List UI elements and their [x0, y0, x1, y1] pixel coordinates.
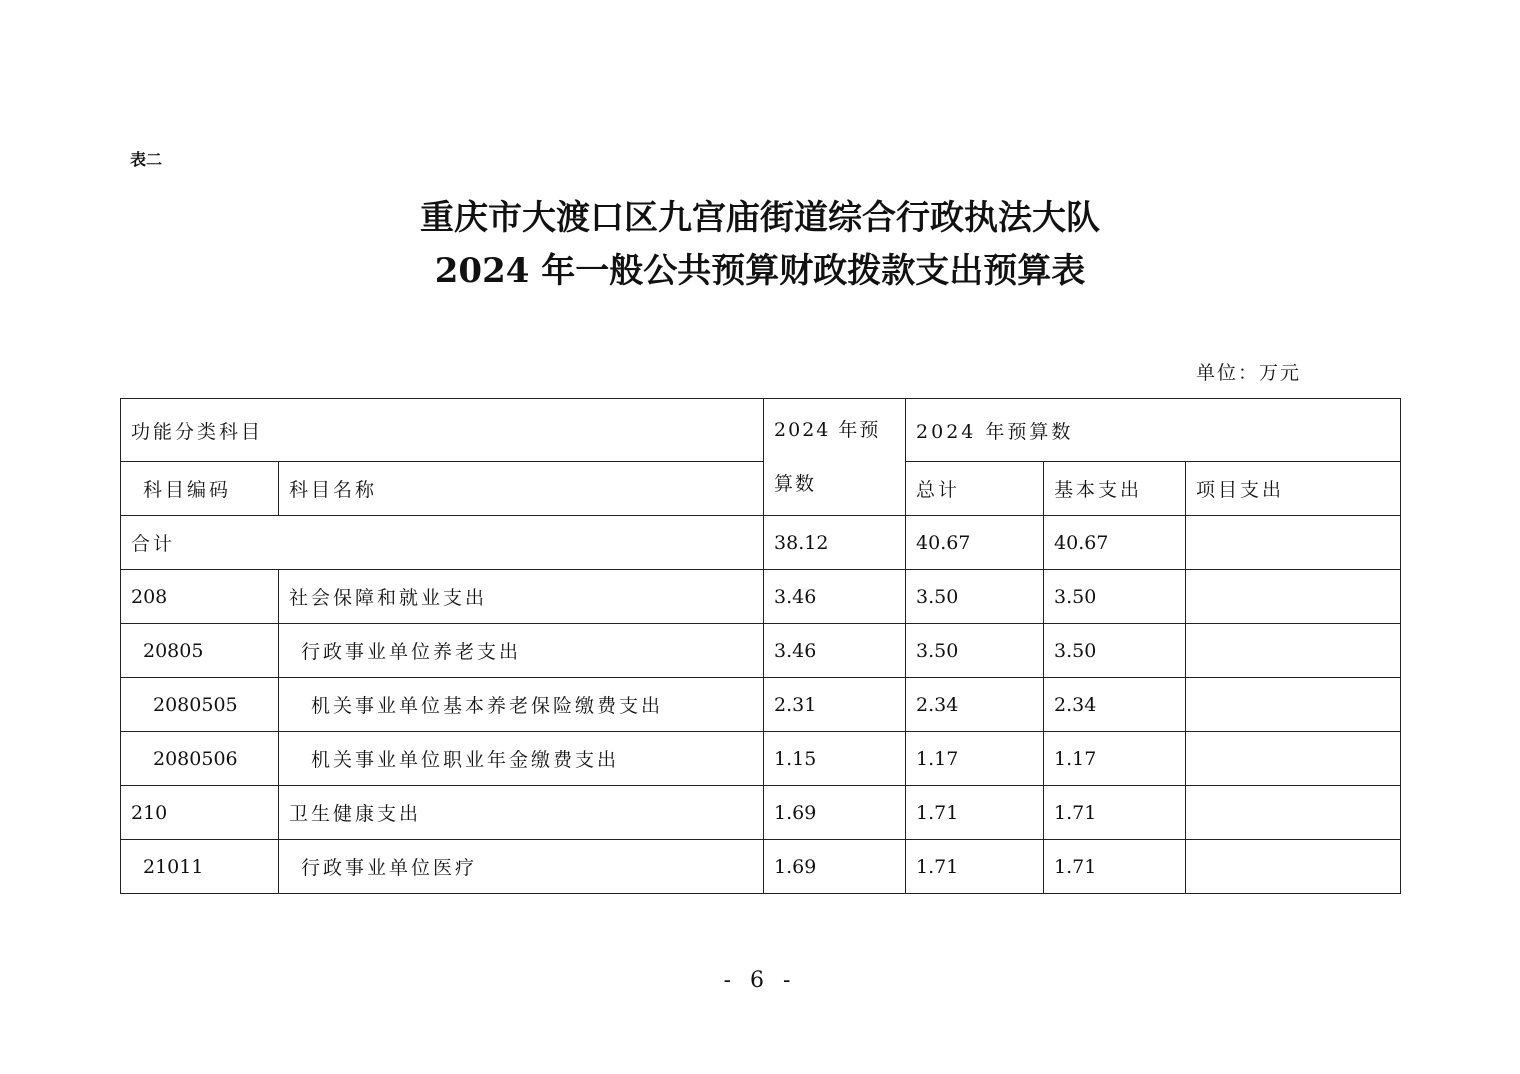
total-project [1186, 516, 1401, 570]
row-budget: 2.31 [764, 678, 906, 732]
table-row [121, 786, 1401, 840]
row-basic: 3.50 [1044, 624, 1186, 678]
header-row-1 [121, 399, 1401, 462]
budget-table [120, 398, 1401, 894]
row-name: 卫生健康支出 [279, 786, 764, 840]
row-name: 机关事业单位基本养老保险缴费支出 [279, 678, 764, 732]
table-label: 表二 [130, 150, 163, 169]
header-row-2 [121, 462, 1401, 516]
row-total: 2.34 [906, 678, 1044, 732]
row-basic: 2.34 [1044, 678, 1186, 732]
row-code: 2080505 [121, 678, 279, 732]
row-basic: 1.17 [1044, 732, 1186, 786]
header-budget-2024: 2024 年预算数 [764, 399, 906, 516]
row-total: 1.71 [906, 840, 1044, 894]
table-row [121, 624, 1401, 678]
table-row [121, 732, 1401, 786]
header-category: 功能分类科目 [121, 399, 764, 462]
header-budget-2024-group: 2024 年预算数 [906, 399, 1401, 462]
row-project [1186, 840, 1401, 894]
row-code: 210 [121, 786, 279, 840]
header-project: 项目支出 [1186, 462, 1401, 516]
row-name: 机关事业单位职业年金缴费支出 [279, 732, 764, 786]
total-basic: 40.67 [1044, 516, 1186, 570]
row-name: 行政事业单位医疗 [279, 840, 764, 894]
table-row [121, 678, 1401, 732]
row-total: 1.17 [906, 732, 1044, 786]
total-budget: 38.12 [764, 516, 906, 570]
row-budget: 1.69 [764, 786, 906, 840]
row-project [1186, 570, 1401, 624]
header-basic: 基本支出 [1044, 462, 1186, 516]
row-basic: 1.71 [1044, 786, 1186, 840]
row-project [1186, 732, 1401, 786]
header-name: 科目名称 [279, 462, 764, 516]
row-total: 1.71 [906, 786, 1044, 840]
row-project [1186, 786, 1401, 840]
row-total: 3.50 [906, 570, 1044, 624]
row-budget: 1.69 [764, 840, 906, 894]
row-basic: 1.71 [1044, 840, 1186, 894]
row-total: 3.50 [906, 624, 1044, 678]
table-row [121, 840, 1401, 894]
row-project [1186, 624, 1401, 678]
header-total: 总计 [906, 462, 1044, 516]
total-total: 40.67 [906, 516, 1044, 570]
row-project [1186, 678, 1401, 732]
page-number: - 6 - [723, 968, 797, 993]
row-code: 20805 [121, 624, 279, 678]
total-row [121, 516, 1401, 570]
document-title-line1: 重庆市大渡口区九宫庙街道综合行政执法大队 [420, 198, 1100, 238]
row-budget: 3.46 [764, 624, 906, 678]
row-name: 行政事业单位养老支出 [279, 624, 764, 678]
row-code: 21011 [121, 840, 279, 894]
row-basic: 3.50 [1044, 570, 1186, 624]
row-budget: 3.46 [764, 570, 906, 624]
document-title-line2: 2024 年一般公共预算财政拨款支出预算表 [434, 251, 1086, 291]
row-budget: 1.15 [764, 732, 906, 786]
unit-label: 单位：万元 [1196, 362, 1302, 384]
row-name: 社会保障和就业支出 [279, 570, 764, 624]
row-code: 208 [121, 570, 279, 624]
header-code: 科目编码 [121, 462, 279, 516]
row-code: 2080506 [121, 732, 279, 786]
total-label: 合计 [121, 516, 764, 570]
table-row [121, 570, 1401, 624]
